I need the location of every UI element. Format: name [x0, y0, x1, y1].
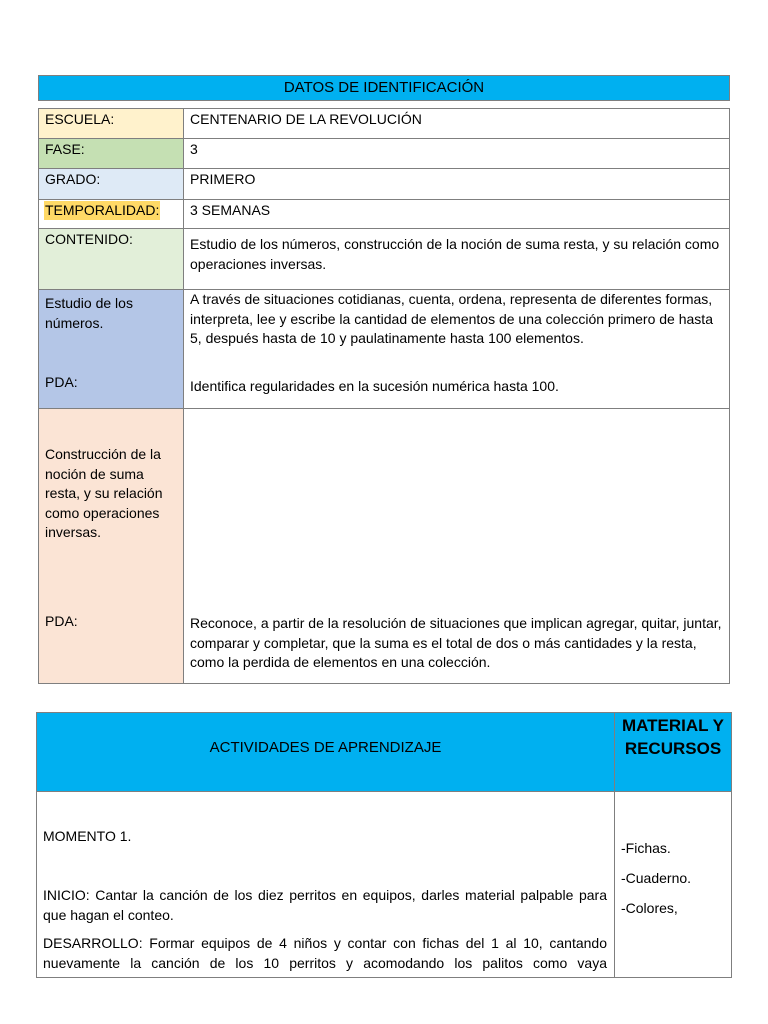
grado-label-text: GRADO: — [45, 171, 101, 187]
estudio-label-cell — [38, 289, 184, 409]
material-header — [614, 712, 732, 792]
escuela-label-text: ESCUELA: — [45, 111, 115, 127]
contenido-label — [38, 228, 184, 290]
fase-value-text: 3 — [190, 141, 198, 157]
material-header-text: MATERIAL Y RECURSOS — [621, 716, 724, 758]
contenido-label-text: CONTENIDO: — [45, 231, 133, 247]
contenido-value — [183, 228, 730, 290]
temporalidad-label — [38, 199, 184, 229]
grado-value — [183, 168, 730, 200]
pda2-value-text: Reconoce, a partir de la resolución de situaciones que implican agregar, quitar, juntar, comparar y completar, que la suma es el total de dos o más cantidades y la resta, como la perdida de elementos en una colección. — [190, 615, 722, 670]
construccion-label-cell — [38, 408, 184, 684]
temporalidad-value-text: 3 SEMANAS — [190, 202, 271, 218]
momento-text: MOMENTO 1. — [43, 828, 132, 844]
desarrollo-text: DESARROLLO: Formar equipos de 4 niños y contar con fichas del 1 al 10, cantando nuevamente la canción de los 10 perritos y acomodando los palitos como vaya — [43, 935, 607, 971]
fase-value — [183, 138, 730, 169]
material-body — [614, 791, 732, 978]
escuela-value-text: CENTENARIO DE LA REVOLUCIÓN — [190, 111, 422, 127]
activities-body — [36, 791, 615, 978]
escuela-label — [38, 108, 184, 139]
grado-value-text: PRIMERO — [190, 171, 256, 187]
material-item: -Colores, — [621, 900, 678, 916]
estudio-value-text: A través de situaciones cotidianas, cuenta, ordena, representa de diferentes formas, interpreta, lee y escribe la cantidad de elementos de una colección primero de hasta 5, después hasta de 10 y paulatinamente hasta 100 elementos. — [190, 291, 713, 346]
grado-label — [38, 168, 184, 200]
fase-label-text: FASE: — [45, 141, 85, 157]
inicio-text: INICIO: Cantar la canción de los diez perritos en equipos, darles material palpable para que hagan el conteo. — [43, 887, 607, 923]
estudio-value-cell — [183, 289, 730, 409]
id-table-title — [38, 75, 730, 101]
activities-header — [36, 712, 615, 792]
pda1-value-text: Identifica regularidades en la sucesión numérica hasta 100. — [190, 378, 559, 394]
id-table-title-text: DATOS DE IDENTIFICACIÓN — [283, 79, 485, 96]
temporalidad-label-text: TEMPORALIDAD: — [45, 202, 160, 218]
pda1-label-text: PDA: — [45, 374, 78, 390]
activities-header-text: ACTIVIDADES DE APRENDIZAJE — [209, 739, 442, 756]
material-item: -Fichas. — [621, 840, 671, 856]
pda2-label-text: PDA: — [45, 613, 78, 629]
construccion-label-text: Construcción de la noción de suma resta, y su relación como operaciones inversas. — [45, 446, 163, 540]
construccion-value-cell — [183, 408, 730, 684]
fase-label — [38, 138, 184, 169]
estudio-label-text: Estudio de los números. — [45, 295, 133, 331]
material-item: -Cuaderno. — [621, 870, 692, 886]
escuela-value — [183, 108, 730, 139]
contenido-value-text: Estudio de los números, construcción de la noción de suma resta, y su relación como operaciones inversas. — [190, 236, 720, 272]
temporalidad-value — [183, 199, 730, 229]
